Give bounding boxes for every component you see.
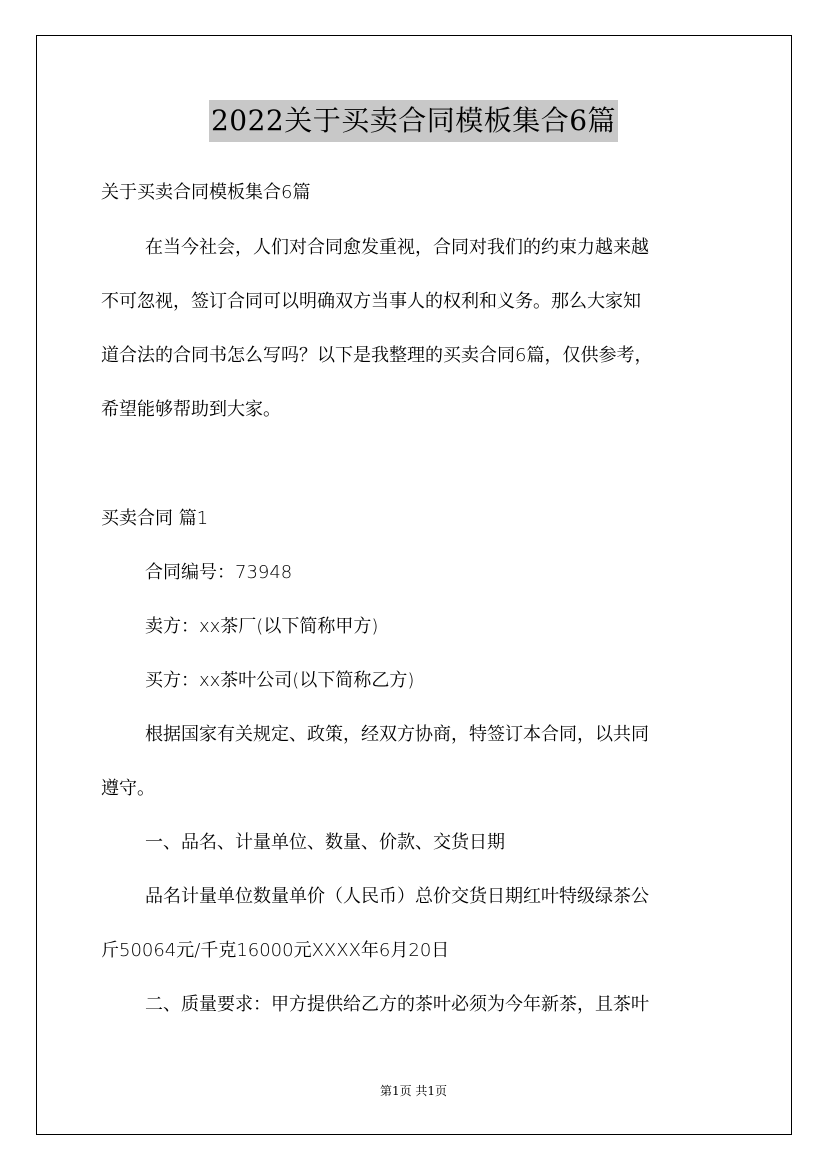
intro-line: 希望能够帮助到大家。 <box>101 399 281 420</box>
title-container <box>0 100 827 142</box>
intro-line: 在当今社会，人们对合同愈发重视，合同对我们的约束力越来越 <box>145 237 649 258</box>
document-title: 2022关于买卖合同模板集合6篇 <box>209 100 618 142</box>
buyer-line: 买方：xx茶叶公司(以下简称乙方) <box>145 670 415 691</box>
contract-paragraph: 斤50064元/千克16000元XXXX年6月20日 <box>101 940 450 961</box>
contract-paragraph: 遵守。 <box>101 778 155 799</box>
contract-number: 合同编号：73948 <box>145 562 293 583</box>
clause-heading: 一、品名、计量单位、数量、价款、交货日期 <box>145 832 505 853</box>
contract-paragraph: 品名计量单位数量单价（人民币）总价交货日期红叶特级绿茶公 <box>145 886 649 907</box>
page-footer: 第1页 共1页 <box>379 1084 448 1098</box>
contract-paragraph: 根据国家有关规定、政策，经双方协商，特签订本合同，以共同 <box>145 724 649 745</box>
section-heading: 买卖合同 篇1 <box>101 508 209 529</box>
seller-line: 卖方：xx茶厂(以下简称甲方) <box>145 616 379 637</box>
document-subtitle: 关于买卖合同模板集合6篇 <box>101 182 311 203</box>
clause-heading: 二、质量要求：甲方提供给乙方的茶叶必须为今年新茶，且茶叶 <box>145 994 649 1015</box>
intro-line: 道合法的合同书怎么写吗？以下是我整理的买卖合同6篇，仅供参考， <box>101 345 653 366</box>
intro-line: 不可忽视，签订合同可以明确双方当事人的权利和义务。那么大家知 <box>101 291 641 312</box>
